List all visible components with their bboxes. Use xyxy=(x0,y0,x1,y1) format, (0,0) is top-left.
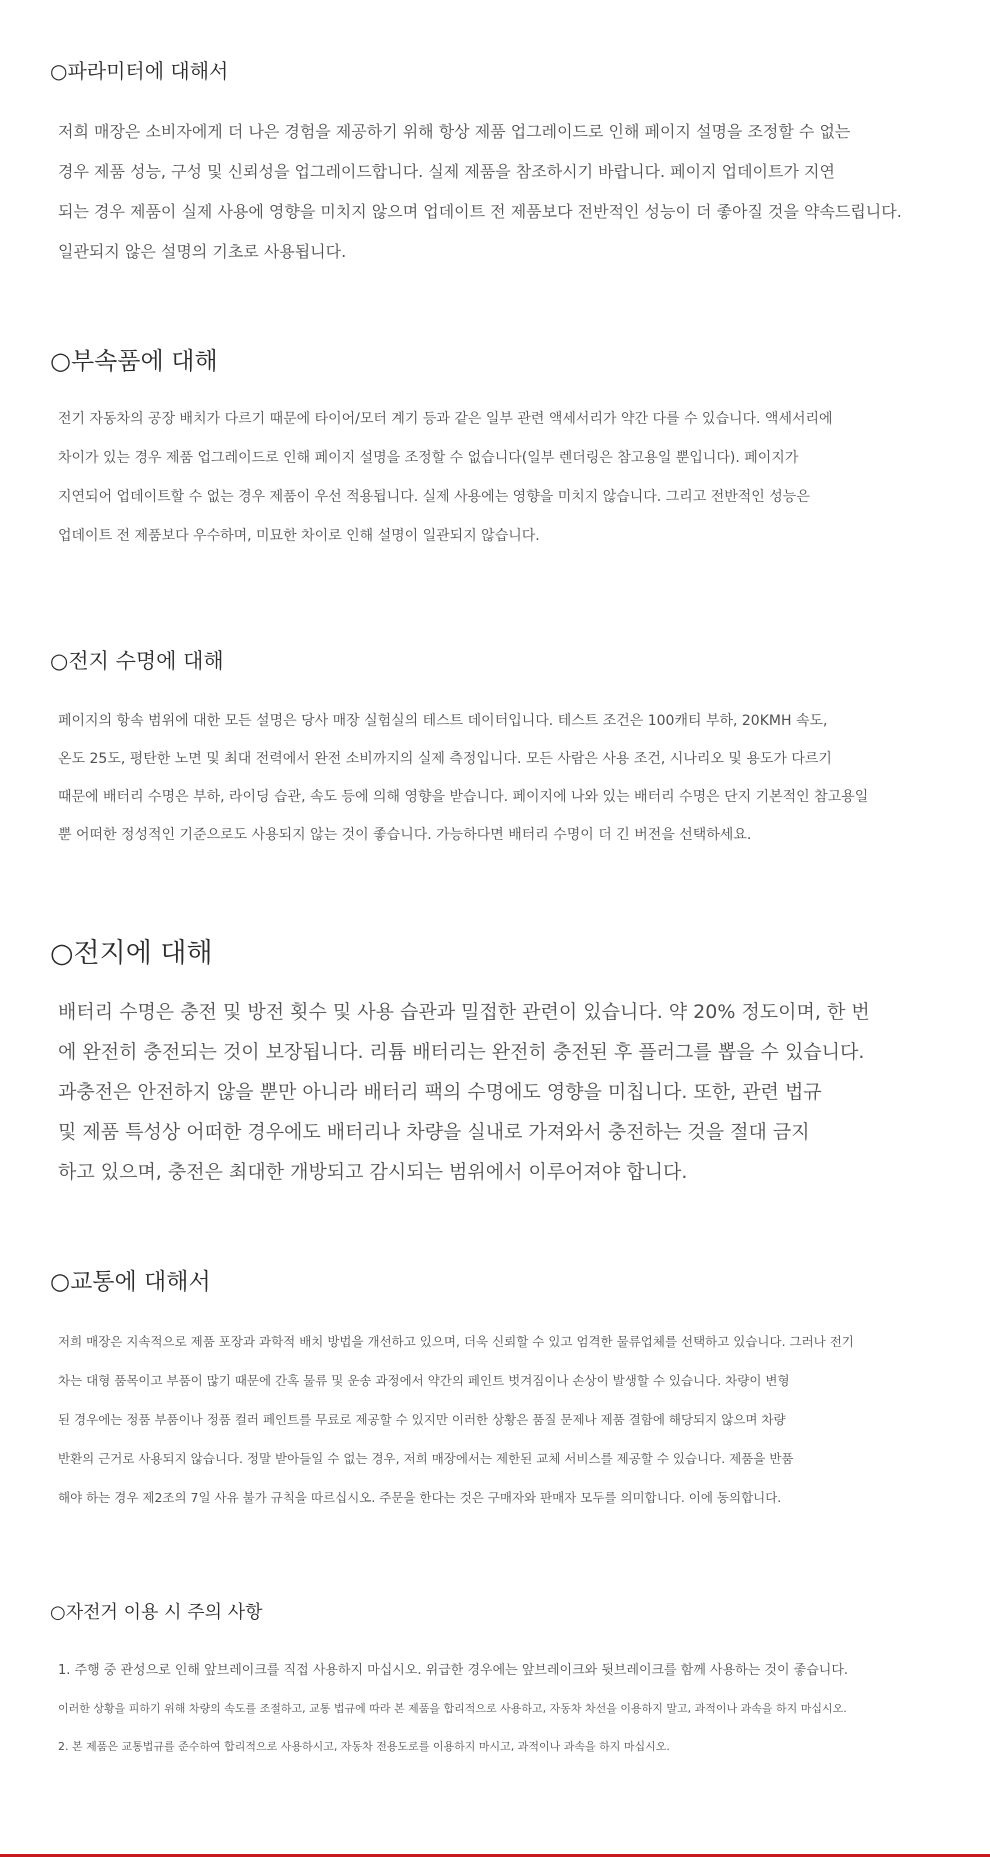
body-line: 과충전은 안전하지 않을 뿐만 아니라 배터리 팩의 수명에도 영향을 미칩니다. 또한, 관련 법규 xyxy=(58,1081,822,1103)
body-line: 2. 본 제품은 교통법규를 준수하여 합리적으로 사용하시고, 자동차 전용도로를 이용하지 마시고, 과적이나 과속을 하지 마십시오. xyxy=(58,1740,670,1753)
body-line: 차이가 있는 경우 제품 업그레이드로 인해 페이지 설명을 조정할 수 없습니다(일부 렌더링은 참고용일 뿐입니다). 페이지가 xyxy=(58,450,799,466)
body-line: 전기 자동차의 공장 배치가 다르기 때문에 타이어/모터 계기 등과 같은 일부 관련 액세서리가 약간 다를 수 있습니다. 액세서리에 xyxy=(58,411,833,427)
body-line: 이러한 상황을 피하기 위해 차량의 속도를 조절하고, 교통 법규에 따라 본 제품을 합리적으로 사용하고, 자동차 차선을 이용하지 말고, 과적이나 과속을 하지 마십시오. xyxy=(58,1702,847,1715)
body-line: 페이지의 항속 범위에 대한 모든 설명은 당사 매장 실험실의 테스트 데이터입니다. 테스트 조건은 100캐티 부하, 20KMH 속도, xyxy=(58,713,828,729)
body-line: 반환의 근거로 사용되지 않습니다. 정말 받아들일 수 없는 경우, 저희 매장에서는 제한된 교체 서비스를 제공할 수 있습니다. 제품을 반품 xyxy=(58,1451,794,1466)
section-heading: ○자전거 이용 시 주의 사항 xyxy=(50,1602,263,1623)
body-line: 온도 25도, 평탄한 노면 및 최대 전력에서 완전 소비까지의 실제 측정입니다. 모든 사람은 사용 조건, 시나리오 및 용도가 다르기 xyxy=(58,751,832,767)
body-line: 경우 제품 성능, 구성 및 신뢰성을 업그레이드합니다. 실제 제품을 참조하시기 바랍니다. 페이지 업데이트가 지연 xyxy=(58,162,835,181)
section-body xyxy=(50,1322,950,1517)
body-line: 때문에 배터리 수명은 부하, 라이딩 습관, 속도 등에 의해 영향을 받습니다. 페이지에 나와 있는 배터리 수명은 단지 기본적인 참고용일 xyxy=(58,789,869,805)
body-line: 배터리 수명은 충전 및 방전 횟수 및 사용 습관과 밀접한 관련이 있습니다. 약 20% 정도이며, 한 번 xyxy=(58,1001,870,1023)
section-body xyxy=(50,400,950,556)
body-line: 에 완전히 충전되는 것이 보장됩니다. 리튬 배터리는 완전히 충전된 후 플러그를 뽑을 수 있습니다. xyxy=(58,1041,865,1063)
body-line: 되는 경우 제품이 실제 사용에 영향을 미치지 않으며 업데이트 전 제품보다 전반적인 성능이 더 좋아질 것을 약속드립니다. xyxy=(58,202,902,221)
section-body xyxy=(50,1652,950,1766)
body-line: 지연되어 업데이트할 수 없는 경우 제품이 우선 적용됩니다. 실제 사용에는 영향을 미치지 않습니다. 그리고 전반적인 성능은 xyxy=(58,489,810,505)
body-line: 1. 주행 중 관성으로 인해 앞브레이크를 직접 사용하지 마십시오. 위급한 경우에는 앞브레이크와 뒷브레이크를 함께 사용하는 것이 좋습니다. xyxy=(58,1663,849,1678)
section-battery xyxy=(50,934,950,1192)
section-riding-precautions xyxy=(50,1598,950,1766)
section-heading: ○교통에 대해서 xyxy=(50,1269,211,1295)
body-line: 일관되지 않은 설명의 기초로 사용됩니다. xyxy=(58,242,347,261)
body-line: 하고 있으며, 충전은 최대한 개방되고 감시되는 범위에서 이루어져야 합니다. xyxy=(58,1161,688,1183)
section-parameters xyxy=(50,54,950,272)
section-body xyxy=(50,702,950,854)
section-body xyxy=(50,112,950,272)
section-body xyxy=(50,992,950,1192)
body-line: 업데이트 전 제품보다 우수하며, 미묘한 차이로 인해 설명이 일관되지 않습니다. xyxy=(58,528,540,544)
section-transport xyxy=(50,1264,950,1517)
body-line: 된 경우에는 정품 부품이나 정품 컬러 페인트를 무료로 제공할 수 있지만 이러한 상황은 품질 문제나 제품 결함에 해당되지 않으며 차량 xyxy=(58,1412,786,1427)
section-heading: ○부속품에 대해 xyxy=(50,347,218,375)
body-line: 해야 하는 경우 제2조의 7일 사유 불가 규칙을 따르십시오. 주문을 한다는 것은 구매자와 판매자 모두를 의미합니다. 이에 동의합니다. xyxy=(58,1490,782,1505)
section-heading: ○전지에 대해 xyxy=(50,938,213,969)
section-heading: ○전지 수명에 대해 xyxy=(50,649,224,673)
section-battery-life xyxy=(50,644,950,854)
body-line: 저희 매장은 소비자에게 더 나은 경험을 제공하기 위해 항상 제품 업그레이드로 인해 페이지 설명을 조정할 수 없는 xyxy=(58,122,851,141)
section-heading: ○파라미터에 대해서 xyxy=(50,59,229,83)
body-line: 저희 매장은 지속적으로 제품 포장과 과학적 배치 방법을 개선하고 있으며, 더욱 신뢰할 수 있고 엄격한 물류업체를 선택하고 있습니다. 그러나 전기 xyxy=(58,1334,854,1349)
body-line: 뿐 어떠한 정성적인 기준으로도 사용되지 않는 것이 좋습니다. 가능하다면 배터리 수명이 더 긴 버전을 선택하세요. xyxy=(58,827,752,843)
body-line: 차는 대형 품목이고 부품이 많기 때문에 간혹 물류 및 운송 과정에서 약간의 페인트 벗겨짐이나 손상이 발생할 수 있습니다. 차량이 변형 xyxy=(58,1373,790,1388)
section-accessories xyxy=(50,342,950,556)
body-line: 및 제품 특성상 어떠한 경우에도 배터리나 차량을 실내로 가져와서 충전하는 것을 절대 금지 xyxy=(58,1121,810,1143)
